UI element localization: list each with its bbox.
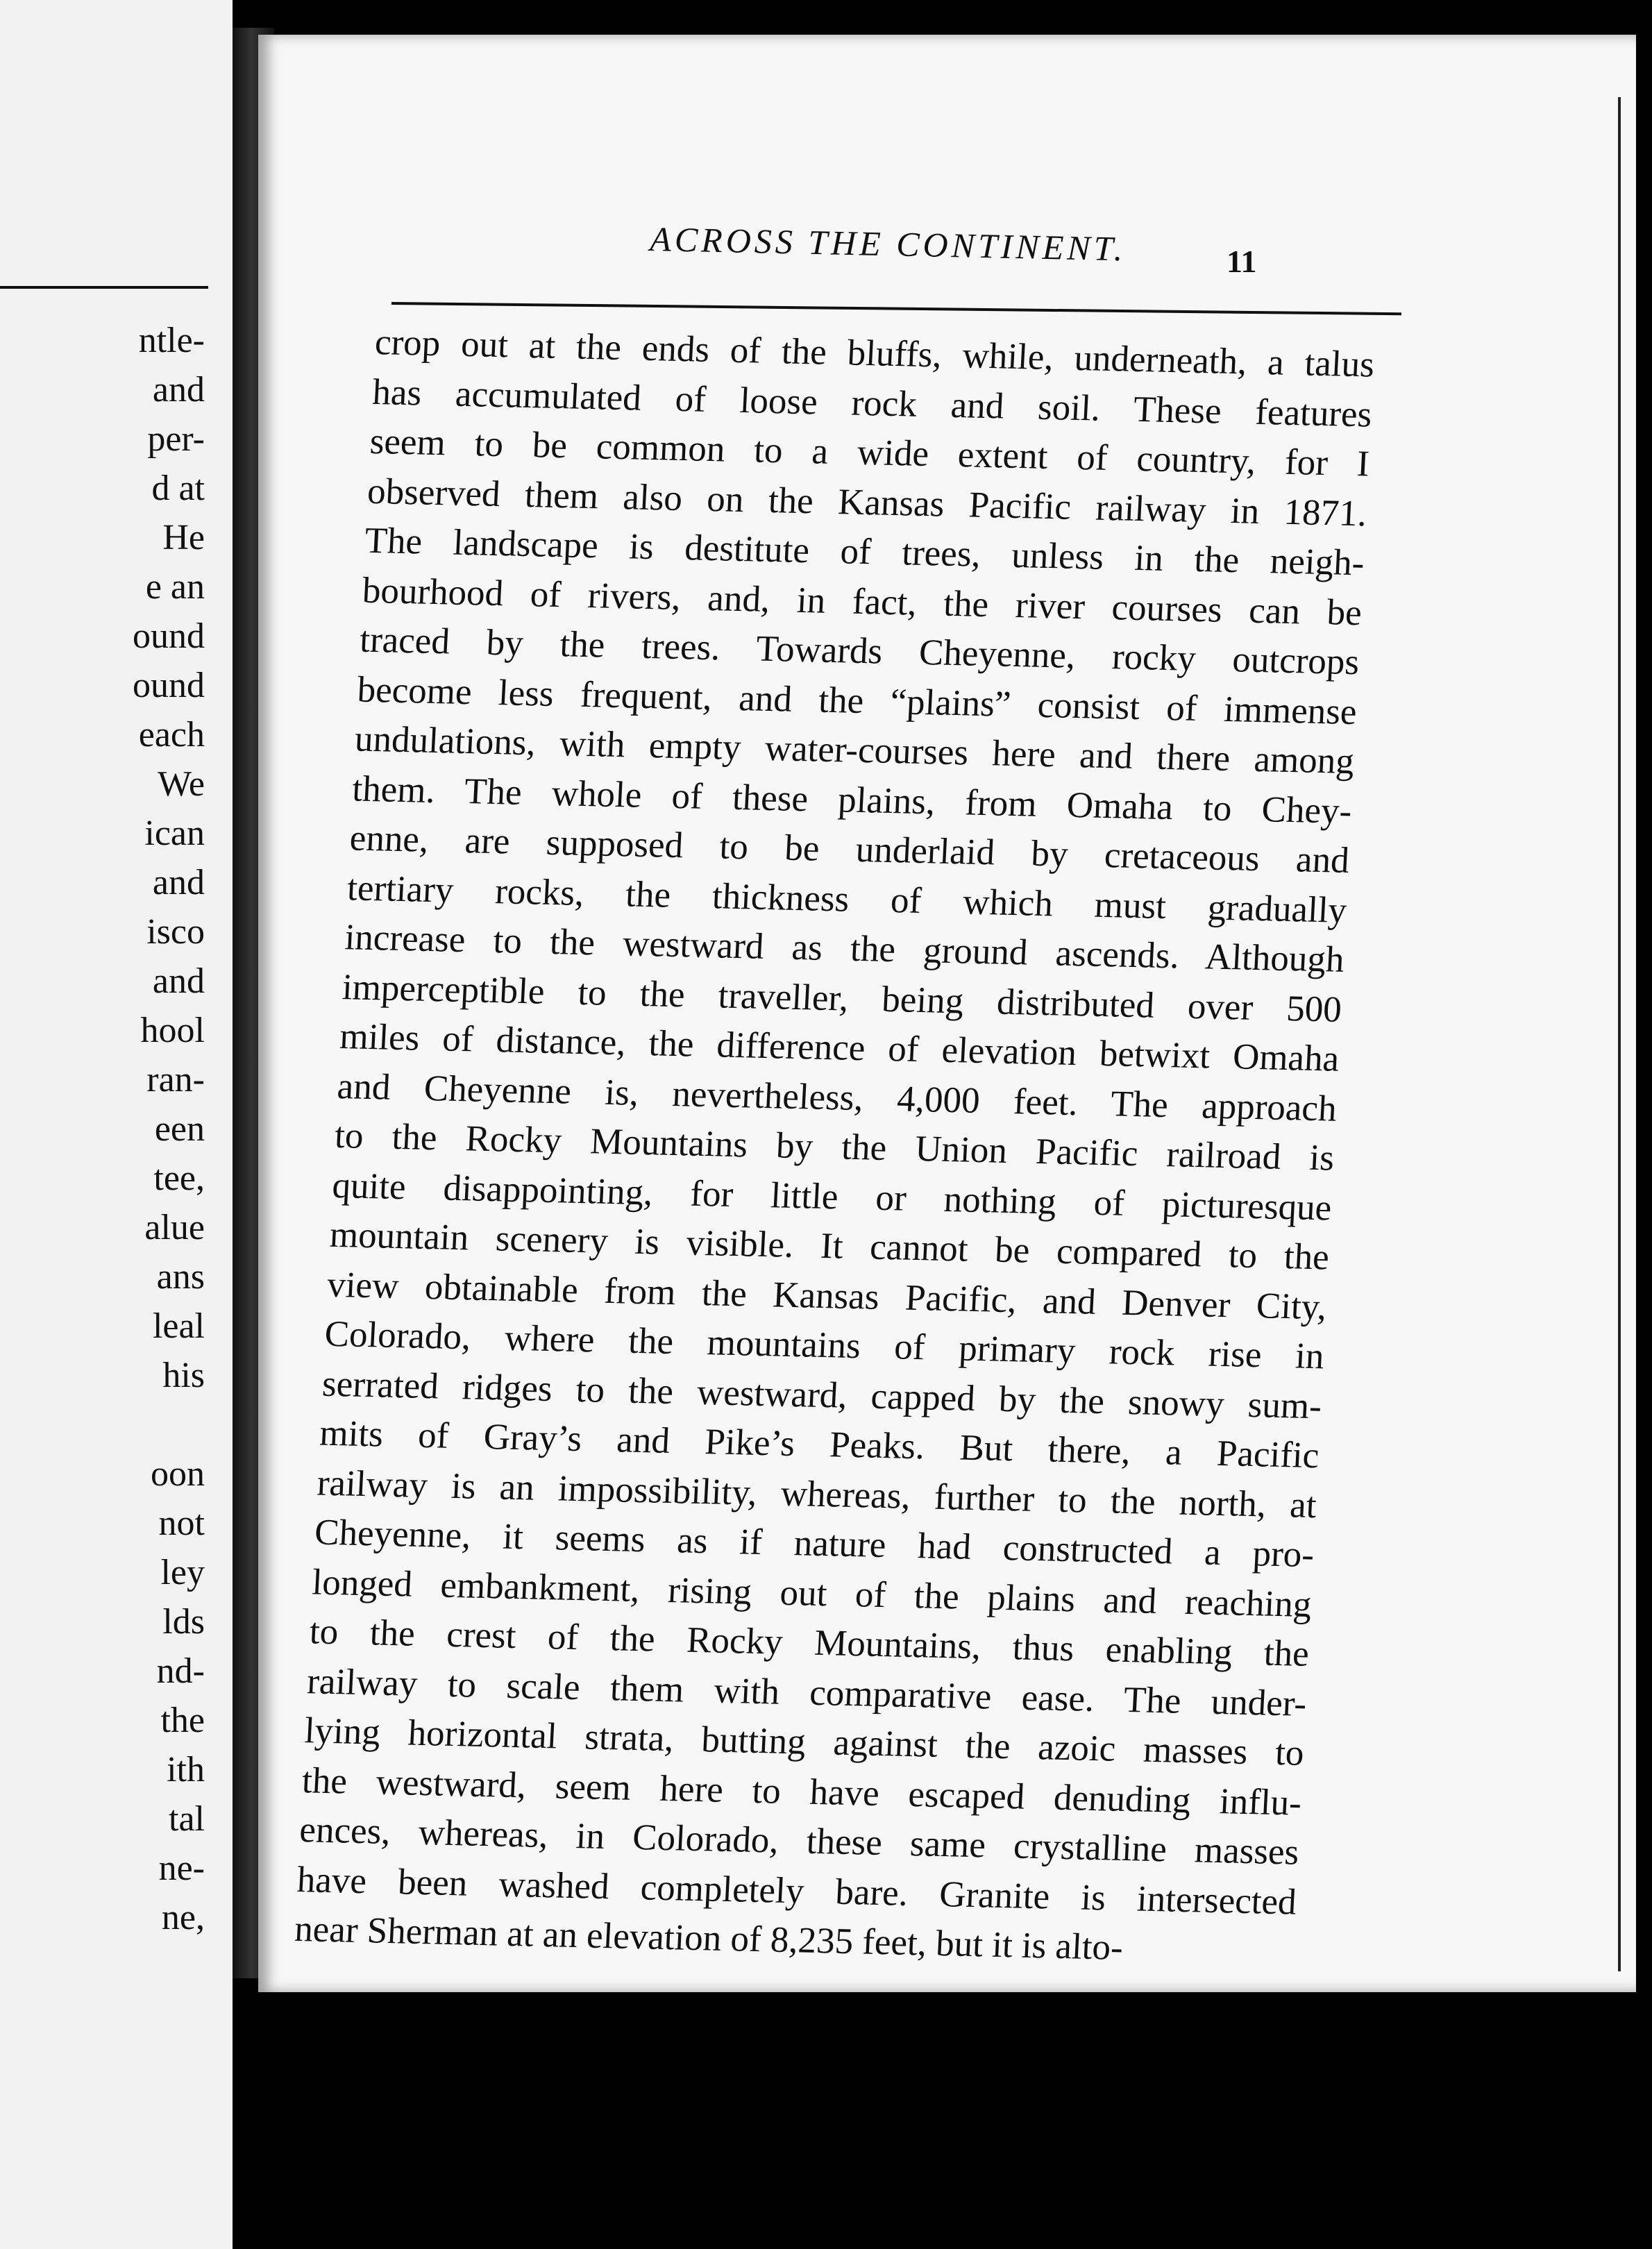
- body-text-line: to the crest of the Rocky Mountains, thus enabling the: [308, 1611, 1310, 1674]
- left-fragment-line: tal: [169, 1799, 205, 1839]
- body-text-line: Cheyenne, it seems as if nature had constructed a pro-: [313, 1512, 1315, 1576]
- right-page: [258, 35, 1636, 1992]
- left-fragment-line: leal: [152, 1306, 205, 1346]
- body-text-line: ences, whereas, in Colorado, these same crystalline masses: [298, 1810, 1300, 1873]
- left-fragment-line: oon: [151, 1454, 205, 1494]
- left-fragment-line: lds: [162, 1602, 205, 1642]
- left-fragment-line: ne,: [161, 1898, 205, 1937]
- body-text-line: mountain scenery is visible. It cannot be compared to the: [328, 1214, 1331, 1278]
- body-text-line: view obtainable from the Kansas Pacific, and Denver City,: [326, 1264, 1328, 1327]
- body-text-line: increase to the westward as the ground ascends. Although: [344, 917, 1345, 980]
- left-fragment-line: each: [138, 715, 205, 755]
- body-text-line: traced by the trees. Towards Cheyenne, rocky outcrops: [359, 619, 1360, 683]
- left-page-rule: [0, 286, 208, 289]
- body-text-line: longed embankment, rising out of the plains and reaching: [311, 1561, 1313, 1625]
- body-text-line: railway to scale them with comparative ease. The under-: [306, 1660, 1308, 1724]
- left-page-text-fragments: [133, 316, 205, 1942]
- left-fragment-line: hool: [140, 1011, 205, 1050]
- left-fragment-line: [133, 1400, 205, 1449]
- body-text-line: miles of distance, the difference of elevation betwixt Omaha: [339, 1016, 1340, 1079]
- left-fragment-line: and: [152, 370, 205, 410]
- body-text-line: observed them also on the Kansas Pacific railway in 1871.: [366, 471, 1368, 534]
- left-fragment-line: the: [160, 1701, 205, 1740]
- body-text-line: Colorado, where the mountains of primary rock rise in: [323, 1313, 1325, 1377]
- body-text: [294, 318, 1376, 1977]
- left-fragment-line: nd-: [156, 1651, 205, 1691]
- running-head: [650, 219, 1483, 316]
- body-text-line: The landscape is destitute of trees, unless in the neigh-: [364, 520, 1365, 584]
- left-fragment-line: ith: [167, 1750, 205, 1789]
- left-fragment-line: isco: [146, 912, 205, 952]
- body-text-line: them. The whole of these plains, from Omaha to Chey-: [351, 768, 1353, 832]
- left-fragment-line: ntle-: [138, 321, 205, 360]
- left-fragment-line: ne-: [158, 1848, 205, 1888]
- body-text-line: and Cheyenne is, nevertheless, 4,000 feet. The approach: [336, 1065, 1338, 1129]
- left-fragment-line: ound: [133, 616, 205, 656]
- left-fragment-line: ley: [160, 1553, 205, 1592]
- left-fragment-line: een: [154, 1109, 205, 1149]
- left-fragment-line: tee,: [153, 1159, 205, 1198]
- body-text-line: enne, are supposed to be underlaid by cretaceous and: [348, 818, 1351, 881]
- left-fragment-line: ans: [156, 1257, 205, 1297]
- body-text-line: imperceptible to the traveller, being distributed over 500: [341, 966, 1343, 1030]
- body-text-line: near Sherman at an elevation of 8,235 feet, but it is alto-: [293, 1908, 1124, 1968]
- page-number: 11: [1227, 244, 1257, 279]
- body-text-line: serrated ridges to the westward, capped by the snowy sum-: [321, 1363, 1323, 1426]
- left-fragment-line: e an: [145, 567, 205, 607]
- left-fragment-line: We: [158, 764, 205, 804]
- running-head-title: ACROSS THE CONTINENT.: [649, 219, 1127, 269]
- body-text-line: railway is an impossibility, whereas, further to the north, at: [316, 1463, 1318, 1526]
- body-text-line: the westward, seem here to have escaped denuding influ-: [301, 1760, 1303, 1823]
- left-fragment-line: ican: [144, 814, 205, 853]
- body-text-line: quite disappointing, for little or nothing of picturesque: [331, 1165, 1333, 1229]
- body-text-line: tertiary rocks, the thickness of which must gradually: [346, 867, 1348, 931]
- left-fragment-line: and: [152, 863, 205, 902]
- left-fragment-line: alue: [144, 1208, 205, 1247]
- left-fragment-line: He: [162, 518, 205, 557]
- left-fragment-line: ran-: [146, 1060, 205, 1100]
- left-fragment-line: not: [158, 1503, 205, 1543]
- body-text-line: become less frequent, and the “plains” consist of immense: [356, 669, 1358, 732]
- body-text-line: mits of Gray’s and Pike’s Peaks. But there, a Pacific: [319, 1413, 1320, 1476]
- body-text-line: to the Rocky Mountains by the Union Pacific railroad is: [333, 1115, 1335, 1179]
- left-fragment-line: per-: [147, 419, 205, 459]
- left-fragment-line: his: [162, 1356, 205, 1395]
- body-text-line: crop out at the ends of the bluffs, while, underneath, a talus: [373, 321, 1376, 385]
- body-text-line: have been washed completely bare. Granite is intersected: [296, 1859, 1298, 1923]
- body-text-line: seem to be common to a wide extent of country, for I: [369, 421, 1371, 485]
- body-text-line: lying horizontal strata, butting against the azoic masses to: [303, 1710, 1305, 1774]
- left-fragment-line: and: [152, 961, 205, 1001]
- left-facing-page: [0, 0, 233, 2249]
- body-text-line: undulations, with empty water-courses here and there among: [353, 718, 1356, 782]
- left-fragment-line: d at: [151, 469, 205, 508]
- body-text-line: has accumulated of loose rock and soil. These features: [371, 371, 1373, 435]
- left-fragment-line: ound: [133, 666, 205, 705]
- body-text-line: bourhood of rivers, and, in fact, the river courses can be: [361, 570, 1363, 633]
- page-edge: [1618, 97, 1621, 1971]
